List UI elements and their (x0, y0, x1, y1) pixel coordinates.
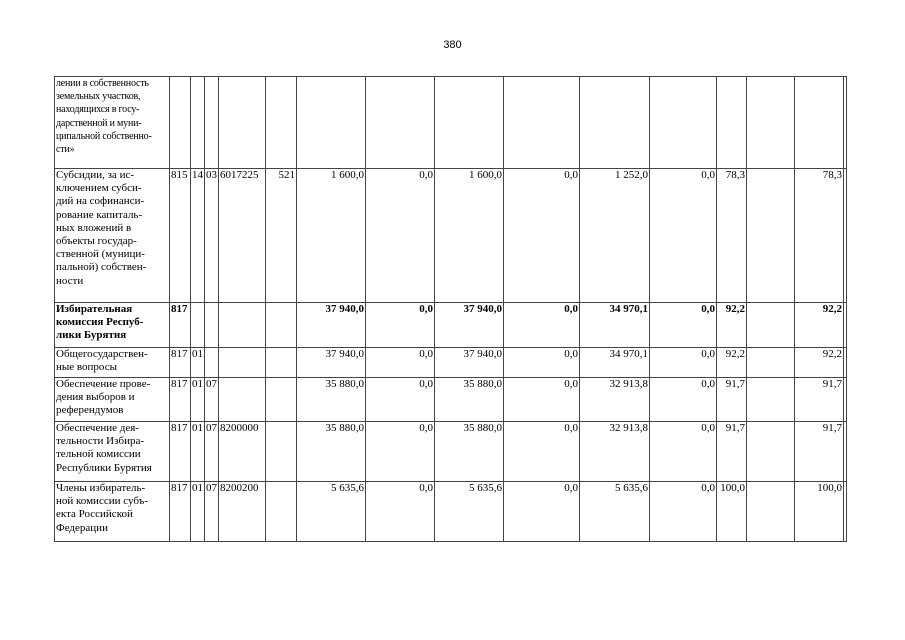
cell-pr: 07 (205, 482, 219, 542)
cell-v8: 78,3 (795, 169, 844, 303)
cell-v5: 32 913,8 (580, 422, 650, 482)
cell-pr: 03 (205, 169, 219, 303)
cell-v2: 0,0 (366, 303, 435, 348)
cell-last (844, 77, 847, 169)
cell-v1: 35 880,0 (297, 422, 366, 482)
cell-v8 (795, 77, 844, 169)
cell-v3: 37 940,0 (435, 303, 504, 348)
cell-v8: 92,2 (795, 348, 844, 378)
cell-gr: 815 (170, 169, 191, 303)
cell-last (844, 482, 847, 542)
name-line: лении в собственность (56, 78, 149, 89)
table-row (55, 378, 847, 422)
cell-v6: 0,0 (650, 378, 717, 422)
cell-last (844, 169, 847, 303)
cell-v3 (435, 77, 504, 169)
cell-v4: 0,0 (504, 422, 580, 482)
cell-v8: 91,7 (795, 378, 844, 422)
name-line: ных вложений в (56, 221, 132, 234)
cell-v6: 0,0 (650, 169, 717, 303)
name-line: ственной (муници- (56, 248, 145, 261)
cell-gr: 817 (170, 378, 191, 422)
name-line: тельности Избира- (56, 435, 144, 448)
cell-rz: 14 (191, 169, 205, 303)
cell-last (844, 303, 847, 348)
name-line: объекты государ- (56, 235, 137, 248)
cell-v8: 91,7 (795, 422, 844, 482)
cell-csr (219, 348, 266, 378)
cell-vr (266, 482, 297, 542)
table-row (55, 303, 847, 348)
name-line: Республики Бурятия (56, 461, 152, 474)
cell-v3: 35 880,0 (435, 422, 504, 482)
cell-v2 (366, 77, 435, 169)
cell-last (844, 378, 847, 422)
cell-v2: 0,0 (366, 422, 435, 482)
cell-name (55, 482, 170, 542)
cell-v2: 0,0 (366, 482, 435, 542)
name-line: рование капиталь- (56, 208, 143, 221)
cell-vr: 521 (266, 169, 297, 303)
cell-pr (205, 348, 219, 378)
table-row (55, 169, 847, 303)
name-line: комиссия Респуб- (56, 316, 144, 329)
cell-vr (266, 303, 297, 348)
cell-csr: 8200200 (219, 482, 266, 542)
cell-name (55, 303, 170, 348)
cell-spacer (747, 77, 795, 169)
cell-pr: 07 (205, 422, 219, 482)
name-line: лики Бурятия (56, 329, 127, 342)
name-line: сти» (56, 144, 75, 156)
cell-rz: 01 (191, 482, 205, 542)
cell-vr (266, 77, 297, 169)
cell-v3: 5 635,6 (435, 482, 504, 542)
table-row (55, 422, 847, 482)
cell-v4: 0,0 (504, 169, 580, 303)
cell-gr: 817 (170, 422, 191, 482)
cell-csr (219, 77, 266, 169)
name-line: дарственной и муни- (56, 117, 142, 129)
cell-v1: 35 880,0 (297, 378, 366, 422)
cell-v7: 91,7 (717, 378, 747, 422)
cell-v1: 37 940,0 (297, 348, 366, 378)
cell-spacer (747, 303, 795, 348)
cell-v4 (504, 77, 580, 169)
cell-v5 (580, 77, 650, 169)
name-line: Федерации (56, 521, 108, 534)
name-line: Субсидии, за ис- (56, 169, 135, 181)
cell-v7: 92,2 (717, 348, 747, 378)
cell-pr: 07 (205, 378, 219, 422)
cell-spacer (747, 422, 795, 482)
cell-v3: 35 880,0 (435, 378, 504, 422)
cell-v2: 0,0 (366, 169, 435, 303)
table-row (55, 77, 847, 169)
name-line: дения выборов и (56, 391, 135, 404)
cell-csr: 6017225 (219, 169, 266, 303)
table-row (55, 348, 847, 378)
cell-name (55, 378, 170, 422)
cell-name (55, 348, 170, 378)
cell-name (55, 422, 170, 482)
cell-v2: 0,0 (366, 348, 435, 378)
cell-v6 (650, 77, 717, 169)
name-line: екта Российской (56, 508, 133, 521)
cell-rz: 01 (191, 348, 205, 378)
cell-gr (170, 77, 191, 169)
name-line: референдумов (56, 404, 124, 417)
cell-gr: 817 (170, 348, 191, 378)
cell-name (55, 169, 170, 303)
cell-spacer (747, 169, 795, 303)
name-line: Обеспечение прове- (56, 378, 151, 390)
name-line: Члены избиратель- (56, 482, 146, 494)
cell-v3: 37 940,0 (435, 348, 504, 378)
cell-v3: 1 600,0 (435, 169, 504, 303)
cell-v7: 78,3 (717, 169, 747, 303)
name-line: ные вопросы (56, 361, 117, 374)
name-line: дий на софинанси- (56, 195, 145, 208)
name-line: ключением субси- (56, 182, 142, 195)
name-line: ности (56, 274, 84, 287)
name-line: земельных участков, (56, 91, 141, 103)
name-line: тельной комиссии (56, 448, 141, 461)
cell-v6: 0,0 (650, 482, 717, 542)
cell-v7 (717, 77, 747, 169)
name-line: Избирательная (56, 303, 133, 315)
cell-v1: 5 635,6 (297, 482, 366, 542)
cell-v5: 32 913,8 (580, 378, 650, 422)
cell-vr (266, 422, 297, 482)
cell-v6: 0,0 (650, 303, 717, 348)
name-line: находящихся в госу- (56, 104, 140, 116)
cell-v1 (297, 77, 366, 169)
page-number: 380 (443, 39, 462, 51)
cell-v1: 37 940,0 (297, 303, 366, 348)
cell-v7: 92,2 (717, 303, 747, 348)
cell-v5: 34 970,1 (580, 303, 650, 348)
cell-v2: 0,0 (366, 378, 435, 422)
table-row (55, 482, 847, 542)
cell-v4: 0,0 (504, 482, 580, 542)
cell-last (844, 348, 847, 378)
cell-rz (191, 77, 205, 169)
cell-rz: 01 (191, 378, 205, 422)
cell-v6: 0,0 (650, 422, 717, 482)
name-line: Обеспечение дея- (56, 422, 139, 434)
name-line: пальной) собствен- (56, 261, 147, 274)
name-line: Общегосударствен- (56, 348, 148, 360)
cell-v7: 100,0 (717, 482, 747, 542)
cell-rz (191, 303, 205, 348)
cell-v4: 0,0 (504, 348, 580, 378)
cell-v4: 0,0 (504, 378, 580, 422)
cell-vr (266, 378, 297, 422)
cell-csr (219, 378, 266, 422)
cell-spacer (747, 482, 795, 542)
cell-v5: 5 635,6 (580, 482, 650, 542)
cell-pr (205, 77, 219, 169)
cell-v8: 100,0 (795, 482, 844, 542)
cell-v8: 92,2 (795, 303, 844, 348)
cell-csr: 8200000 (219, 422, 266, 482)
cell-pr (205, 303, 219, 348)
cell-spacer (747, 348, 795, 378)
cell-csr (219, 303, 266, 348)
name-line: ципальной собственно- (56, 130, 152, 142)
cell-v5: 34 970,1 (580, 348, 650, 378)
cell-vr (266, 348, 297, 378)
cell-last (844, 422, 847, 482)
cell-v7: 91,7 (717, 422, 747, 482)
cell-v6: 0,0 (650, 348, 717, 378)
budget-table (54, 76, 847, 542)
cell-rz: 01 (191, 422, 205, 482)
cell-v4: 0,0 (504, 303, 580, 348)
cell-gr: 817 (170, 303, 191, 348)
cell-name (55, 77, 170, 169)
cell-v1: 1 600,0 (297, 169, 366, 303)
cell-spacer (747, 378, 795, 422)
cell-gr: 817 (170, 482, 191, 542)
cell-v5: 1 252,0 (580, 169, 650, 303)
name-line: ной комиссии субъ- (56, 495, 149, 508)
